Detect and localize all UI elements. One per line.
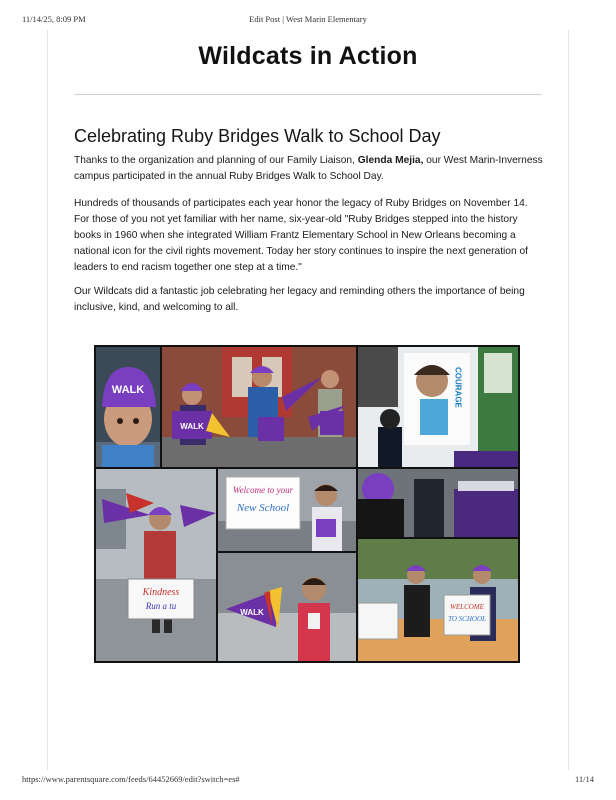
- post-paragraph-3: Our Wildcats did a fantastic job celebrating her legacy and reminding others the importance of being inclusive, kind, and welcoming to all.: [74, 286, 525, 313]
- post-paragraph-1: [74, 153, 544, 185]
- courage-sign-text: COURAGE: [453, 367, 463, 408]
- p1-text-after: our West Marin-Inverness campus participated in the annual Ruby Bridges Walk to School Day.: [74, 155, 543, 182]
- welcome-sign-text-1: Welcome to your: [232, 485, 294, 495]
- photo-welcome-new-school: [218, 469, 356, 551]
- post-paragraph-2: Hundreds of thousands of participates each year honor the legacy of Ruby Bridges on November 14. For those of you not yet familiar with her name, six-year-old "Ruby Bridges stepped into the history books in 1960 when she integrated William Frantz Elementary School in New Orleans becoming a national icon for the civil rights movement. Today her story continues to inspire the next generation of leaders to end racism together one step at a time.": [74, 198, 528, 273]
- photo-toddler-closeup: [96, 347, 160, 467]
- photo-child-kindness-sign: [96, 469, 216, 661]
- walk-pennant-text: WALK: [240, 608, 264, 617]
- photo-boy-with-hats-table: [358, 469, 518, 537]
- photo-kids-welcome-signs: [358, 539, 518, 661]
- print-datetime: 11/14/25, 8:09 PM: [22, 14, 86, 24]
- print-header: [22, 14, 594, 26]
- print-footer: [22, 774, 594, 786]
- photo-courage-poster: [358, 347, 518, 467]
- kindness-sign-text-2: Run a tu: [145, 601, 177, 611]
- walk-hat-text: WALK: [111, 384, 145, 396]
- document-title: Wildcats in Action: [198, 42, 418, 70]
- page-border-left: [47, 30, 48, 770]
- welcome-small-text-2: TO SCHOOL: [448, 615, 486, 623]
- print-page-number: 11/14: [574, 774, 594, 784]
- photo-kids-with-pennants: [162, 347, 356, 467]
- liaison-name: Glenda Mejia,: [357, 155, 424, 166]
- print-page-title: Edit Post | West Marin Elementary: [249, 14, 367, 24]
- post-heading: Celebrating Ruby Bridges Walk to School Day: [74, 126, 441, 146]
- welcome-small-text-1: WELCOME: [450, 603, 484, 611]
- welcome-sign-text-2: New School: [236, 502, 290, 514]
- print-url: https://www.parentsquare.com/feeds/64452669/edit?switch=es#: [22, 774, 240, 784]
- kindness-sign-text-1: Kindness: [142, 587, 180, 598]
- page-border-right: [568, 30, 569, 770]
- walk-bag-text-1: WALK: [180, 422, 204, 431]
- title-divider: [74, 94, 542, 95]
- p1-text-before: Thanks to the organization and planning of our Family Liaison,: [74, 155, 358, 166]
- photo-collage: [94, 345, 520, 663]
- photo-girl-with-pennant: [218, 553, 356, 661]
